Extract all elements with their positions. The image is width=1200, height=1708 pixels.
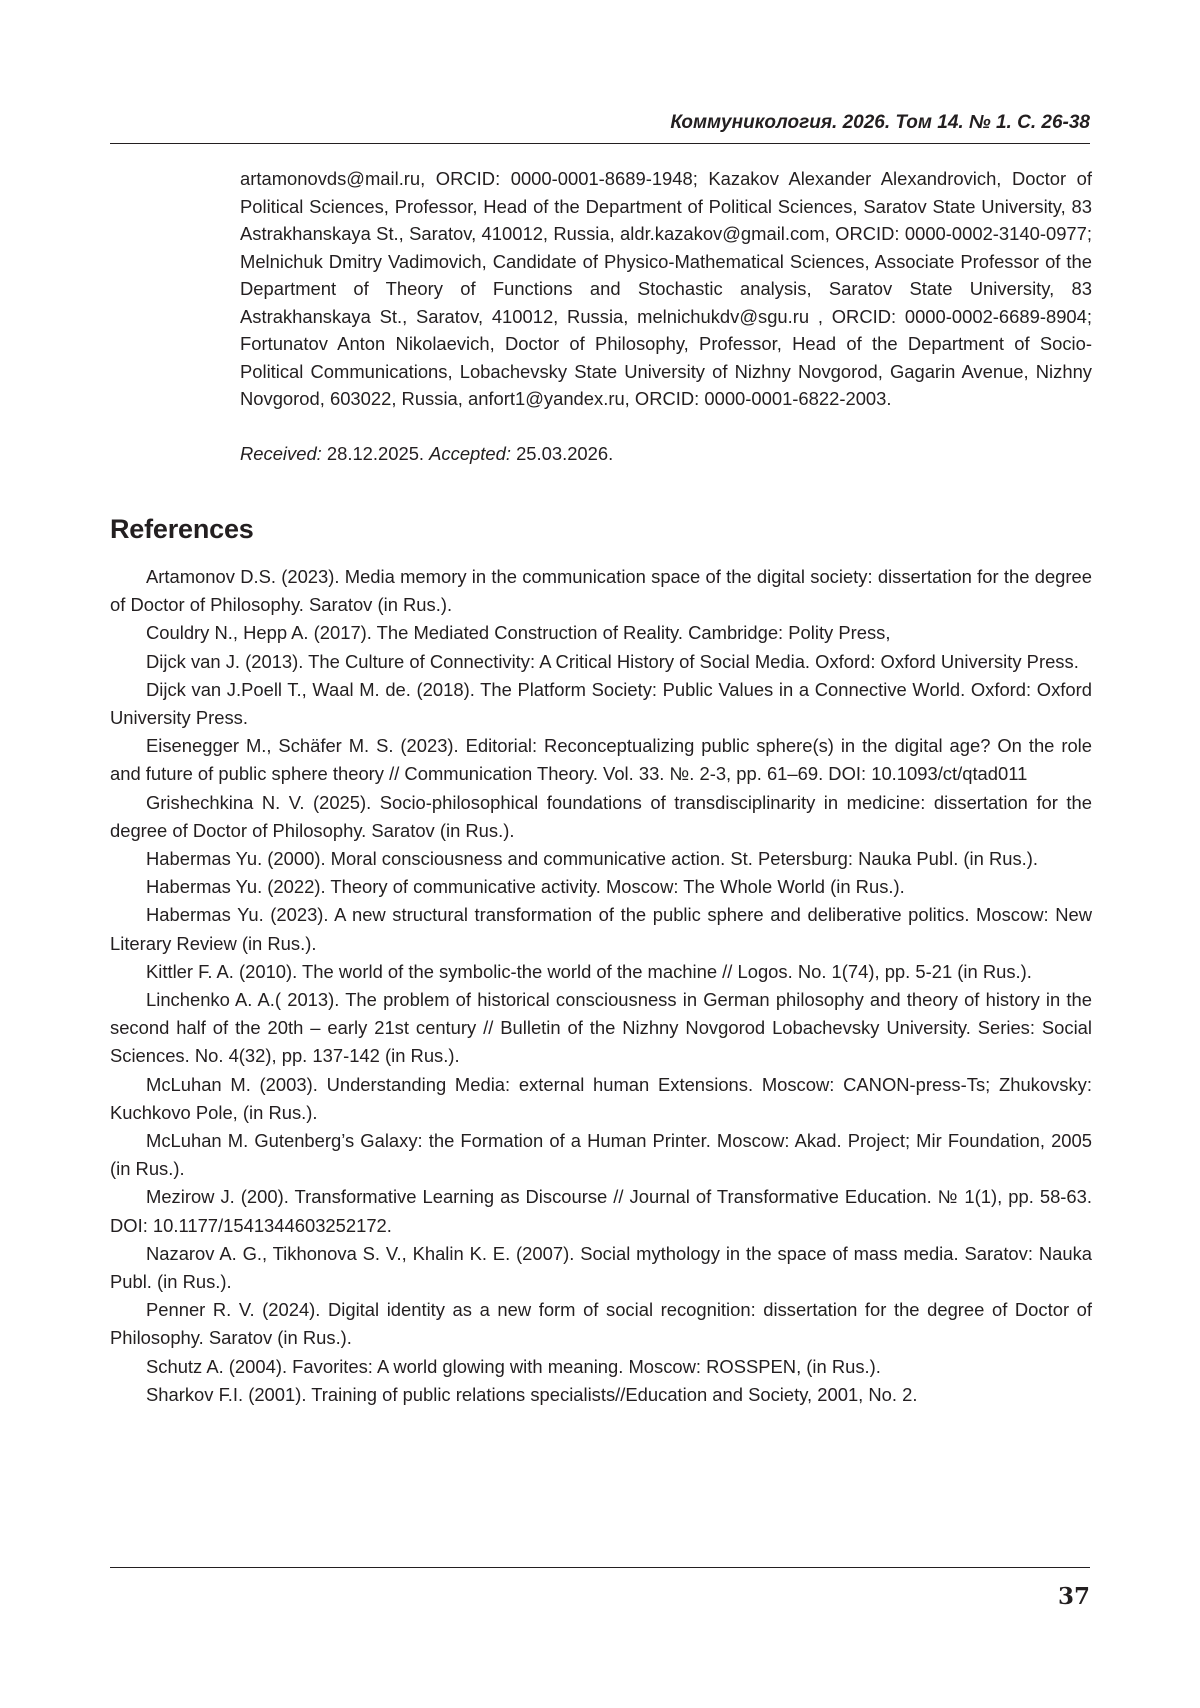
header-rule	[110, 143, 1090, 144]
reference-item: Dijck van J. (2013). The Culture of Connectivity: A Critical History of Social Media. Oxford: Oxford University Press.	[146, 650, 1079, 672]
received-label: Received:	[240, 442, 322, 464]
author-info-text: artamonovds@mail.ru, ORCID: 0000-0001-8689-1948; Kazakov Alexander Alexandrovich, Doctor of Political Sciences, Professor, Head of the Department of Political Sciences, Saratov State University, 83 Astrakhanskaya St., Saratov, 410012, Russia, aldr.kazakov@gmail.com, ORCID: 0000-0002-3140-0977; Melnichuk Dmitry Vadimovich, Candidate of Physico-Mathematical Sciences, Associate Professor of the Department of Theory of Functions and Stochastic analysis, Saratov State University, 83 Astrakhanskaya St., Saratov, 410012, Russia, melnichukdv@sgu.ru , ORCID: 0000-0002-6689-8904; Fortunatov Anton Nikolaevich, Doctor of Philosophy, Professor, Head of the Department of Socio-Political Communications, Lobachevsky State University of Nizhny Novgorod, Gagarin Avenue, Nizhny Novgorod, 603022, Russia, anfort1@yandex.ru, ORCID: 0000-0001-6822-2003.	[240, 168, 1092, 409]
references-heading: References	[110, 514, 254, 544]
reference-item: Kittler F. A. (2010). The world of the symbolic-the world of the machine // Logos. No. 1(74), pp. 5-21 (in Rus.).	[146, 960, 1032, 982]
reference-item: Linchenko A. A.( 2013). The problem of historical consciousness in German philosophy and theory of history in the second half of the 20th – early 21st century // Bulletin of the Nizhny Novgorod Lobachevsky University. Series: Social Sciences. No. 4(32), pp. 137-142 (in Rus.).	[110, 989, 1092, 1067]
reference-item: Mezirow J. (200). Transformative Learning as Discourse // Journal of Transformative Education. № 1(1), pp. 58-63. DOI: 10.1177/1541344603252172.	[110, 1186, 1092, 1236]
article-dates	[240, 440, 1092, 468]
page-number: 37	[1057, 1583, 1090, 1610]
author-info-block	[240, 165, 1092, 467]
reference-item: Artamonov D.S. (2023). Media memory in the communication space of the digital society: dissertation for the degree of Doctor of Philosophy. Saratov (in Rus.).	[110, 566, 1092, 616]
received-date: 28.12.2025.	[321, 442, 430, 464]
footer-rule	[110, 1567, 1090, 1568]
reference-item: McLuhan M. Gutenberg’s Galaxy: the Formation of a Human Printer. Moscow: Akad. Project; Mir Foundation, 2005 (in Rus.).	[110, 1130, 1092, 1180]
reference-item: Nazarov A. G., Tikhonova S. V., Khalin K. E. (2007). Social mythology in the space of mass media. Saratov: Nauka Publ. (in Rus.).	[110, 1242, 1092, 1293]
reference-item: Sharkov F.I. (2001). Training of public relations specialists//Education and Society, 2001, No. 2.	[146, 1383, 918, 1405]
reference-item: Eisenegger M., Schäfer M. S. (2023). Editorial: Reconceptualizing public sphere(s) in the digital age? On the role and future of public sphere theory // Communication Theory. Vol. 33. №. 2-3, pp. 61–69. DOI: 10.1093/ct/qtad011	[110, 735, 1092, 785]
reference-item: Schutz A. (2004). Favorites: A world glowing with meaning. Moscow: ROSSPEN, (in Rus.).	[146, 1355, 881, 1377]
reference-item: Couldry N., Hepp A. (2017). The Mediated Construction of Reality. Cambridge: Polity Press,	[146, 622, 891, 644]
reference-item: Habermas Yu. (2000). Moral consciousness and communicative action. St. Petersburg: Nauka Publ. (in Rus.).	[146, 848, 1039, 870]
reference-item: Grishechkina N. V. (2025). Socio-philosophical foundations of transdisciplinarity in medicine: dissertation for the degree of Doctor of Philosophy. Saratov (in Rus.).	[110, 791, 1092, 841]
reference-item: Penner R. V. (2024). Digital identity as a new form of social recognition: dissertation for the degree of Doctor of Philosophy. Saratov (in Rus.).	[110, 1299, 1092, 1349]
accepted-date: 25.03.2026.	[510, 442, 614, 464]
reference-item: Dijck van J.Poell T., Waal M. de. (2018). The Platform Society: Public Values in a Connective World. Oxford: Oxford University Press.	[110, 678, 1092, 729]
reference-item: Habermas Yu. (2023). A new structural transformation of the public sphere and deliberative politics. Moscow: New Literary Review (in Rus.).	[110, 904, 1092, 954]
reference-item: Habermas Yu. (2022). Theory of communicative activity. Moscow: The Whole World (in Rus.).	[146, 876, 905, 898]
running-head: Коммуникология. 2026. Том 14. № 1. С. 26-38	[670, 112, 1090, 133]
references-list	[110, 563, 1092, 1409]
reference-item: McLuhan M. (2003). Understanding Media: external human Extensions. Moscow: CANON-press-Ts; Zhukovsky: Kuchkovo Pole, (in Rus.).	[110, 1073, 1092, 1123]
accepted-label: Accepted:	[429, 442, 511, 464]
